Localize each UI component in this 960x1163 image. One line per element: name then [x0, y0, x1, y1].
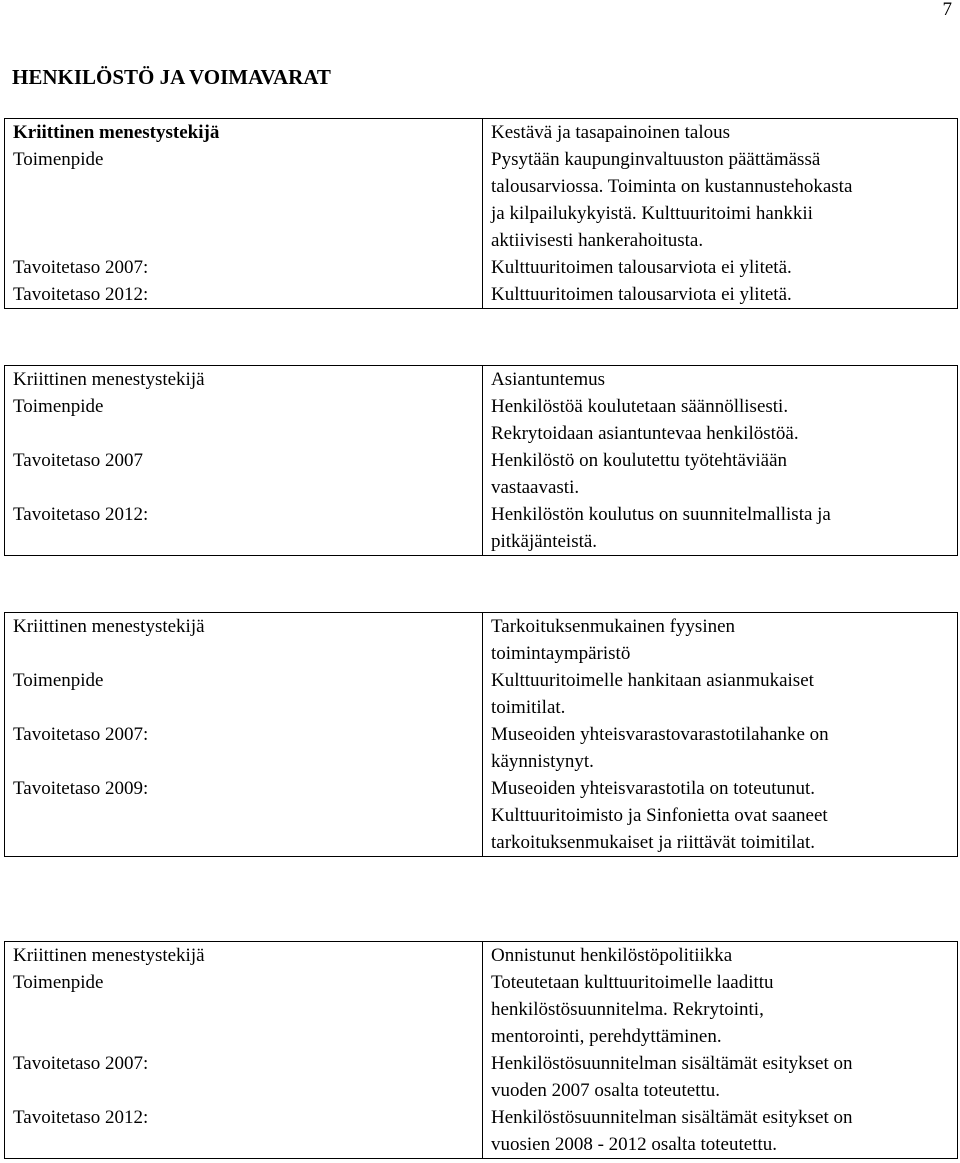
value-target-2007: käynnistynyt.	[491, 751, 594, 772]
value-target-2007: vuoden 2007 osalta toteutettu.	[491, 1080, 721, 1101]
value-target-2009: Museoiden yhteisvarastotila on toteutunut.	[491, 778, 816, 799]
label-target-2007: Tavoitetaso 2007:	[13, 724, 149, 745]
value-measure: Kulttuuritoimelle hankitaan asianmukaiset	[491, 670, 814, 691]
success-factor-table-economy	[4, 118, 958, 309]
label-critical-factor: Kriittinen menestystekijä	[13, 122, 220, 143]
label-measure: Toimenpide	[13, 972, 104, 993]
value-column	[483, 366, 958, 556]
label-target-2012: Tavoitetaso 2012:	[13, 504, 149, 525]
label-measure: Toimenpide	[13, 149, 104, 170]
value-critical-factor: Asiantuntemus	[491, 369, 605, 390]
label-column	[5, 942, 483, 1159]
value-target-2012: Henkilöstön koulutus on suunnitelmallista ja	[491, 504, 831, 525]
label-target-2012: Tavoitetaso 2012:	[13, 1107, 149, 1128]
value-critical-factor: Tarkoituksenmukainen fyysinen	[491, 616, 736, 637]
value-target-2012: Henkilöstösuunnitelman sisältämät esitykset on	[491, 1107, 853, 1128]
value-measure: talousarviossa. Toiminta on kustannustehokasta	[491, 176, 853, 197]
label-target-2007: Tavoitetaso 2007:	[13, 1053, 149, 1074]
value-measure: Toteutetaan kulttuuritoimelle laadittu	[491, 972, 774, 993]
section-heading: HENKILÖSTÖ JA VOIMAVARAT	[12, 65, 331, 89]
value-measure: mentorointi, perehdyttäminen.	[491, 1026, 722, 1047]
value-measure: henkilöstösuunnitelma. Rekrytointi,	[491, 999, 764, 1020]
value-column	[483, 613, 958, 857]
label-measure: Toimenpide	[13, 670, 104, 691]
value-measure: aktiivisesti hankerahoitusta.	[491, 230, 704, 251]
value-column	[483, 942, 958, 1159]
value-target-2007: Museoiden yhteisvarastovarastotilahanke on	[491, 724, 829, 745]
label-target-2007: Tavoitetaso 2007:	[13, 257, 149, 278]
value-target-2012: vuosien 2008 - 2012 osalta toteutettu.	[491, 1134, 778, 1155]
value-target-2007: Henkilöstösuunnitelman sisältämät esitykset on	[491, 1053, 853, 1074]
label-target-2009: Tavoitetaso 2009:	[13, 778, 149, 799]
label-column	[5, 366, 483, 556]
page-number: 7	[942, 0, 952, 20]
value-target-2009: Kulttuuritoimisto ja Sinfonietta ovat saaneet	[491, 805, 828, 826]
value-target-2007: Henkilöstö on koulutettu työtehtäviään	[491, 450, 788, 471]
value-target-2012: Kulttuuritoimen talousarviota ei ylitetä.	[491, 284, 792, 305]
success-factor-table-personnel	[4, 941, 958, 1159]
value-target-2009: tarkoituksenmukaiset ja riittävät toimitilat.	[491, 832, 815, 853]
value-target-2012: pitkäjänteistä.	[491, 531, 598, 552]
label-target-2007: Tavoitetaso 2007	[13, 450, 144, 471]
value-measure: toimitilat.	[491, 697, 566, 718]
label-critical-factor: Kriittinen menestystekijä	[13, 945, 205, 966]
value-measure: Pysytään kaupunginvaltuuston päättämässä	[491, 149, 821, 170]
value-column	[483, 119, 958, 309]
label-measure: Toimenpide	[13, 396, 104, 417]
value-target-2007: vastaavasti.	[491, 477, 580, 498]
value-critical-factor: Onnistunut henkilöstöpolitiikka	[491, 945, 733, 966]
label-column	[5, 119, 483, 309]
value-critical-factor: toimintaympäristö	[491, 643, 631, 664]
success-factor-table-expertise	[4, 365, 958, 556]
value-measure: Henkilöstöä koulutetaan säännöllisesti.	[491, 396, 789, 417]
value-measure: Rekrytoidaan asiantuntevaa henkilöstöä.	[491, 423, 799, 444]
label-target-2012: Tavoitetaso 2012:	[13, 284, 149, 305]
label-critical-factor: Kriittinen menestystekijä	[13, 616, 205, 637]
success-factor-table-environment	[4, 612, 958, 857]
value-measure: ja kilpailukykyistä. Kulttuuritoimi hankkii	[491, 203, 813, 224]
label-critical-factor: Kriittinen menestystekijä	[13, 369, 205, 390]
value-target-2007: Kulttuuritoimen talousarviota ei ylitetä.	[491, 257, 792, 278]
value-critical-factor: Kestävä ja tasapainoinen talous	[491, 122, 731, 143]
label-column	[5, 613, 483, 857]
